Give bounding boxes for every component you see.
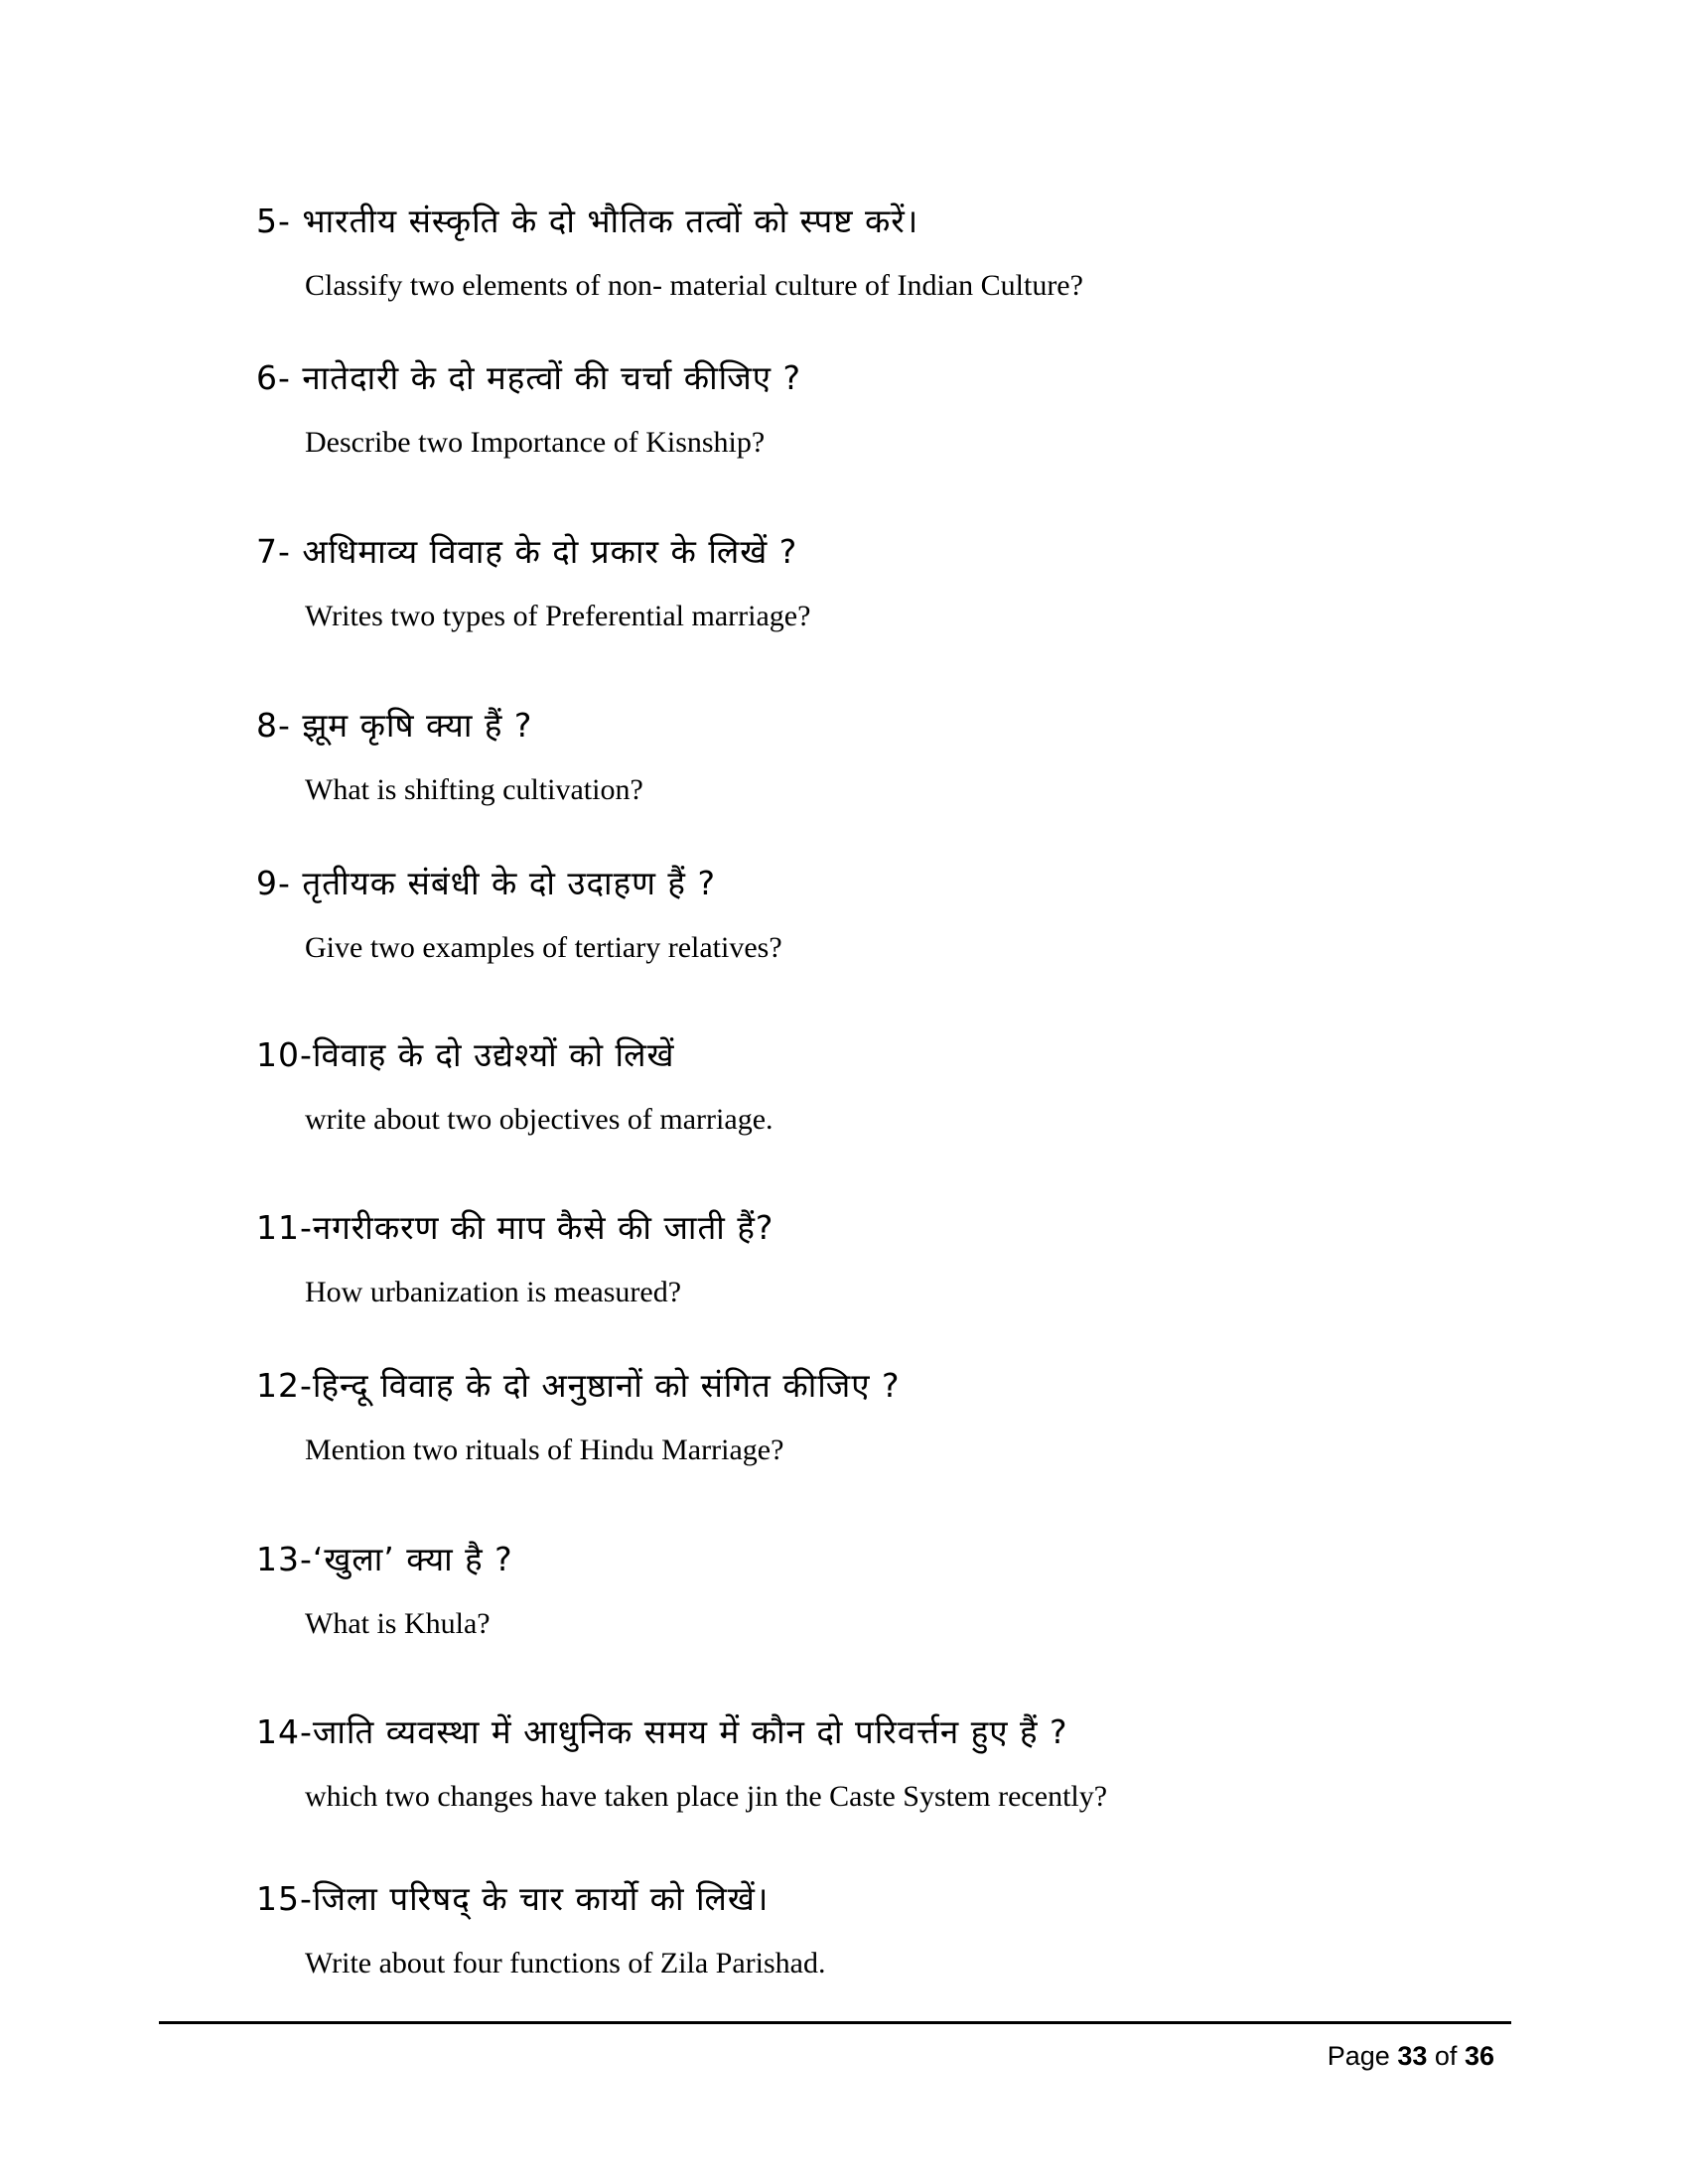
question-english: which two changes have taken place jin the Caste System recently? [305,1780,1108,1813]
total-pages-number: 36 [1464,2041,1494,2071]
question-english: Describe two Importance of Kisnship? [305,426,766,459]
question-english: What is Khula? [305,1607,491,1640]
question-english: Give two examples of tertiary relatives? [305,931,782,964]
question-hindi: 6- नातेदारी के दो महत्वों की चर्चा कीजिए ? [256,358,801,397]
question-english: Writes two types of Preferential marriage? [305,600,811,632]
question-english: Mention two rituals of Hindu Marriage? [305,1433,784,1466]
footer-divider [159,2021,1511,2024]
question-hindi: 11-नगरीकरण की माप कैसे की जाती हैं? [256,1208,774,1247]
current-page-number: 33 [1397,2041,1428,2071]
page-number-footer [1328,2038,1494,2074]
question-english: Write about four functions of Zila Parishad. [305,1947,826,1979]
question-english: What is shifting cultivation? [305,773,643,806]
question-hindi: 12-हिन्दू विवाह के दो अनुष्ठानों को संगित कीजिए ? [256,1366,901,1405]
question-english: Classify two elements of non- material culture of Indian Culture? [305,269,1083,302]
question-english: write about two objectives of marriage. [305,1103,774,1136]
of-label: of [1434,2041,1458,2071]
question-hindi: 15-जिला परिषद् के चार कार्यो को लिखें। [256,1879,770,1918]
question-hindi: 7- अधिमाव्य विवाह के दो प्रकार के लिखें ? [256,532,798,571]
page-label: Page [1327,2041,1390,2071]
question-hindi: 13-‘खुला’ क्या है ? [256,1540,513,1578]
question-english: How urbanization is measured? [305,1276,682,1308]
question-hindi: 5- भारतीय संस्कृति के दो भौतिक तत्वों को स्पष्ट करें। [256,202,919,240]
question-hindi: 10-विवाह के दो उद्येश्यों को लिखें [256,1035,675,1074]
question-hindi: 14-जाति व्यवस्था में आधुनिक समय में कौन दो परिवर्त्तन हुए हैं ? [256,1712,1068,1751]
question-hindi: 9- तृतीयक संबंधी के दो उदाहण हैं ? [256,864,716,902]
question-hindi: 8- झूम कृषि क्या हैं ? [256,706,533,745]
